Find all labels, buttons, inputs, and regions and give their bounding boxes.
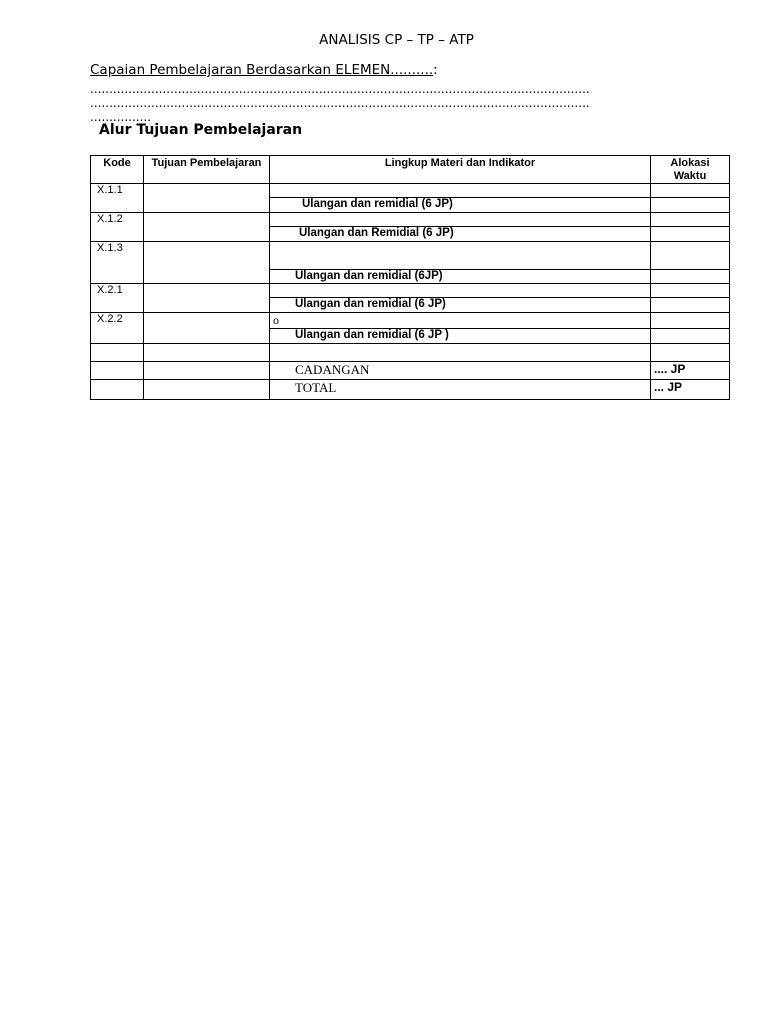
lingkup-cell: [270, 213, 651, 227]
tujuan-cell: [144, 313, 270, 344]
tujuan-cell: [144, 184, 270, 213]
bullet-cell: o: [270, 313, 651, 329]
kode-cell: [91, 380, 144, 400]
kode-cell: X.2.2: [91, 313, 144, 344]
alokasi-cell: [651, 344, 730, 362]
alokasi-cell: [651, 198, 730, 213]
cadangan-label: CADANGAN: [270, 362, 651, 380]
remedial-cell: Ulangan dan remidial (6 JP): [270, 198, 651, 213]
alokasi-cell: [651, 227, 730, 242]
section-heading: Alur Tujuan Pembelajaran: [99, 122, 303, 138]
cp-colon: :: [433, 62, 438, 78]
total-value: ... JP: [651, 380, 730, 400]
alokasi-cell: [651, 329, 730, 344]
tujuan-cell: [144, 284, 270, 313]
cadangan-row: [91, 362, 730, 380]
atp-table: [90, 155, 730, 400]
remedial-cell: Ulangan dan remidial (6 JP ): [270, 329, 651, 344]
page-title: ANALISIS CP – TP – ATP: [319, 32, 474, 48]
tujuan-cell: [144, 380, 270, 400]
lingkup-cell: [270, 242, 651, 270]
alokasi-cell: [651, 184, 730, 198]
cp-label: Capaian Pembelajaran Berdasarkan ELEMEN..........: [90, 62, 434, 78]
lingkup-cell: [270, 184, 651, 198]
table-header-row: [91, 156, 730, 184]
tujuan-cell: [144, 242, 270, 284]
table-row: [91, 344, 730, 362]
alokasi-cell: [651, 284, 730, 298]
cadangan-value: .... JP: [651, 362, 730, 380]
kode-cell: [91, 344, 144, 362]
lingkup-cell: [270, 344, 651, 362]
tujuan-cell: [144, 213, 270, 242]
alokasi-cell: [651, 270, 730, 284]
table-row: [91, 284, 730, 298]
header-lingkup: Lingkup Materi dan Indikator: [270, 156, 651, 184]
lingkup-cell: [270, 284, 651, 298]
header-alokasi: Alokasi Waktu: [651, 156, 730, 184]
remedial-cell: Ulangan dan remidial (6 JP): [270, 298, 651, 313]
kode-cell: X.1.3: [91, 242, 144, 284]
kode-cell: X.2.1: [91, 284, 144, 313]
dots-line-1: ...................................................................................................................................: [90, 82, 590, 96]
alokasi-cell: [651, 242, 730, 270]
header-tujuan: Tujuan Pembelajaran: [144, 156, 270, 184]
header-kode: Kode: [91, 156, 144, 184]
alokasi-cell: [651, 313, 730, 329]
table-row: [91, 213, 730, 227]
total-row: [91, 380, 730, 400]
kode-cell: X.1.1: [91, 184, 144, 213]
tujuan-cell: [144, 362, 270, 380]
kode-cell: [91, 362, 144, 380]
alokasi-cell: [651, 298, 730, 313]
total-label: TOTAL: [270, 380, 651, 400]
remedial-cell: Ulangan dan Remidial (6 JP): [270, 227, 651, 242]
remedial-cell: Ulangan dan remidial (6JP): [270, 270, 651, 284]
dots-line-2: ...................................................................................................................................: [90, 96, 590, 110]
alokasi-cell: [651, 213, 730, 227]
table-row: [91, 242, 730, 270]
tujuan-cell: [144, 344, 270, 362]
table-row: [91, 184, 730, 198]
kode-cell: X.1.2: [91, 213, 144, 242]
table-row: [91, 313, 730, 329]
cp-line: [90, 62, 438, 78]
dots-line-3: ................: [90, 110, 152, 124]
